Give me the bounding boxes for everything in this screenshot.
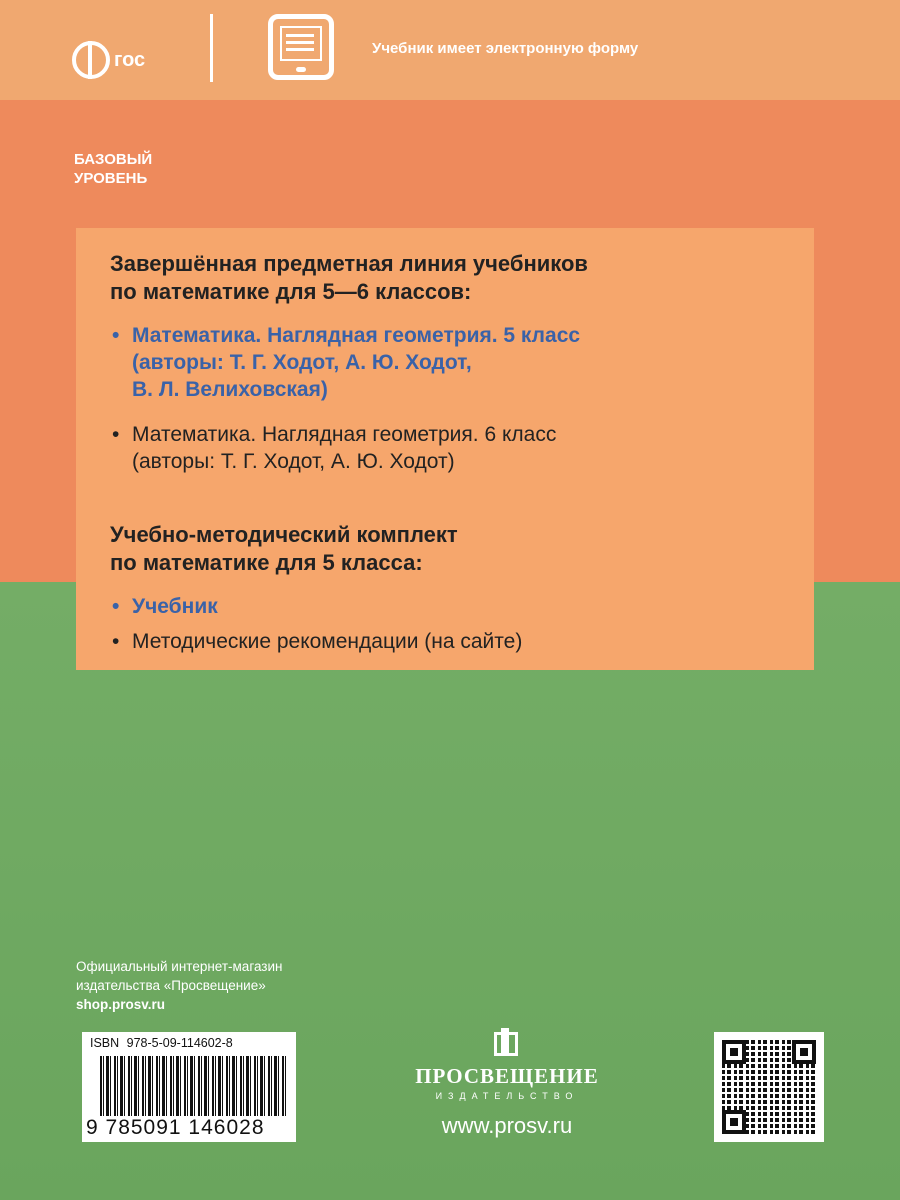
isbn-barcode (82, 1032, 296, 1142)
publisher-url[interactable]: www.prosv.ru (441, 1113, 573, 1138)
publisher-sub: ИЗДАТЕЛЬСТВО (435, 1091, 579, 1101)
shop-url[interactable]: shop.prosv.ru (76, 997, 166, 1012)
qr-code (714, 1032, 824, 1142)
barcode-bars (100, 1056, 286, 1116)
publisher-block (392, 1028, 622, 1139)
book-5-class (110, 322, 784, 403)
kit-heading-line2: по математике для 5 класса: (110, 550, 423, 575)
kit-heading-line1: Учебно-методический комплект (110, 522, 458, 547)
publisher-name: ПРОСВЕЩЕНИЕ (415, 1064, 599, 1088)
barcode-digits: 9 785091 146028 (86, 1116, 265, 1139)
book-5-authors-line1: (авторы: Т. Г. Ходот, А. Ю. Ходот, (132, 351, 472, 374)
publisher-logo-icon (490, 1028, 524, 1058)
qr-code-icon (722, 1040, 816, 1134)
tablet-icon (268, 14, 334, 80)
series-heading (110, 250, 784, 306)
book-5-authors-line2: В. Л. Велиховская) (132, 378, 328, 401)
kit-heading (110, 521, 784, 577)
shop-info (76, 957, 283, 1014)
isbn-text: ISBN 978-5-09-114602-8 (90, 1036, 233, 1050)
header-divider (210, 14, 213, 82)
book-6-authors: (авторы: Т. Г. Ходот, А. Ю. Ходот) (132, 450, 455, 473)
fgos-label: гос (114, 48, 146, 71)
book-6-title: Математика. Наглядная геометрия. 6 класс (132, 423, 557, 446)
series-heading-line2: по математике для 5—6 классов: (110, 279, 472, 304)
book-6-class (110, 421, 784, 475)
electronic-form-note: Учебник имеет электронную форму (372, 40, 639, 57)
series-heading-line1: Завершённая предметная линия учебников (110, 251, 588, 276)
kit-textbook: • Учебник (110, 593, 784, 620)
fgos-icon (72, 41, 110, 79)
shop-line2: издательства «Просвещение» (76, 978, 266, 993)
kit-methodical: • Методические рекомендации (на сайте) (110, 628, 784, 655)
info-panel (76, 228, 814, 670)
fgos-logo (72, 36, 172, 84)
book-5-title: Математика. Наглядная геометрия. 5 класс (132, 324, 581, 347)
shop-line1: Официальный интернет-магазин (76, 959, 283, 974)
level-label: БАЗОВЫЙ УРОВЕНЬ (74, 151, 153, 187)
